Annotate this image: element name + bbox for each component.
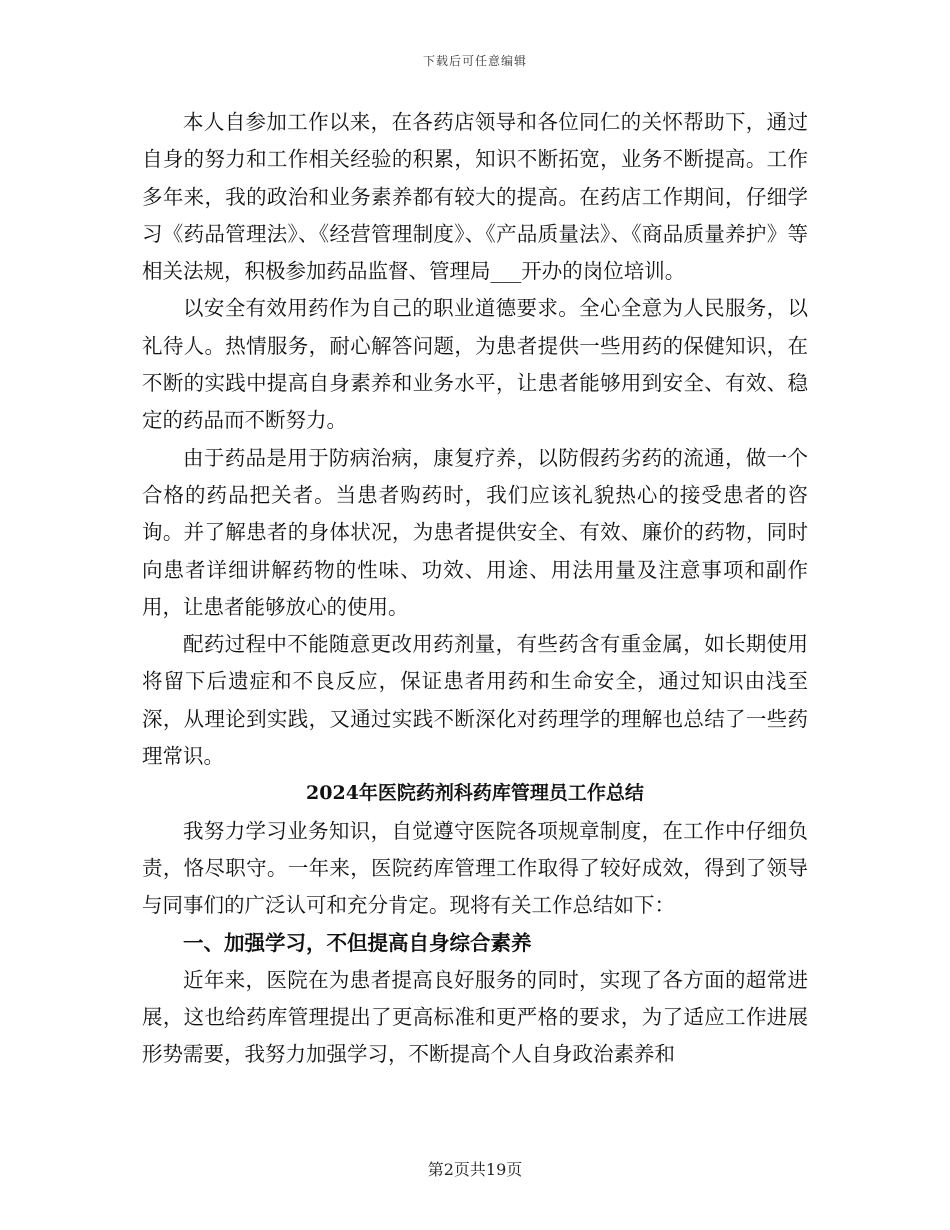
section-title: 2024年医院药剂科药库管理员工作总结 [306,782,644,805]
document-body [142,104,808,1074]
paragraph-5: 我努力学习业务知识，自觉遵守医院各项规章制度，在工作中仔细负责，恪尽职守。一年来，医院药库管理工作取得了较好成效，得到了领导与同事们的广泛认可和充分肯定。现将有关工作总结如下： [142,818,808,918]
paragraph-1: 本人自参加工作以来，在各药店领导和各位同仁的关怀帮助下，通过自身的努力和工作相关经验的积累，知识不断拓宽，业务不断提高。工作多年来，我的政治和业务素养都有较大的提高。在药店工作期间，仔细学习《药品管理法》、《经营管理制度》、《产品质量法》、《商品质量养护》等相关法规，积极参加药品监督、管理局___开办的岗位培训。 [142,110,808,284]
paragraph-6: 近年来，医院在为患者提高良好服务的同时，实现了各方面的超常进展，这也给药库管理提出了更高标准和更严格的要求，为了适应工作进展形势需要，我努力加强学习，不断提高个人自身政治素养和 [142,967,808,1067]
page-header: 下载后可任意编辑 [422,54,527,68]
paragraph-3: 由于药品是用于防病治病，康复疗养，以防假药劣药的流通，做一个合格的药品把关者。当患者购药时，我们应该礼貌热心的接受患者的咨询。并了解患者的身体状况，为患者提供安全、有效、廉价的药物，同时向患者详细讲解药物的性味、功效、用途、用法用量及注意事项和副作用，让患者能够放心的使用。 [142,445,808,619]
paragraph-4: 配药过程中不能随意更改用药剂量，有些药含有重金属，如长期使用将留下后遗症和不良反应，保证患者用药和生命安全，通过知识由浅至深，从理论到实践，又通过实践不断深化对药理学的理解也总结了一些药理常识。 [142,632,808,769]
paragraph-2: 以安全有效用药作为自己的职业道德要求。全心全意为人民服务，以礼待人。热情服务，耐心解答问题，为患者提供一些用药的保健知识，在不断的实践中提高自身素养和业务水平，让患者能够用到安全、有效、稳定的药品而不断努力。 [142,296,808,433]
section-heading-1: 一、加强学习，不但提高自身综合素养 [183,930,532,955]
page-footer: 第2页共19页 [427,1160,523,1179]
